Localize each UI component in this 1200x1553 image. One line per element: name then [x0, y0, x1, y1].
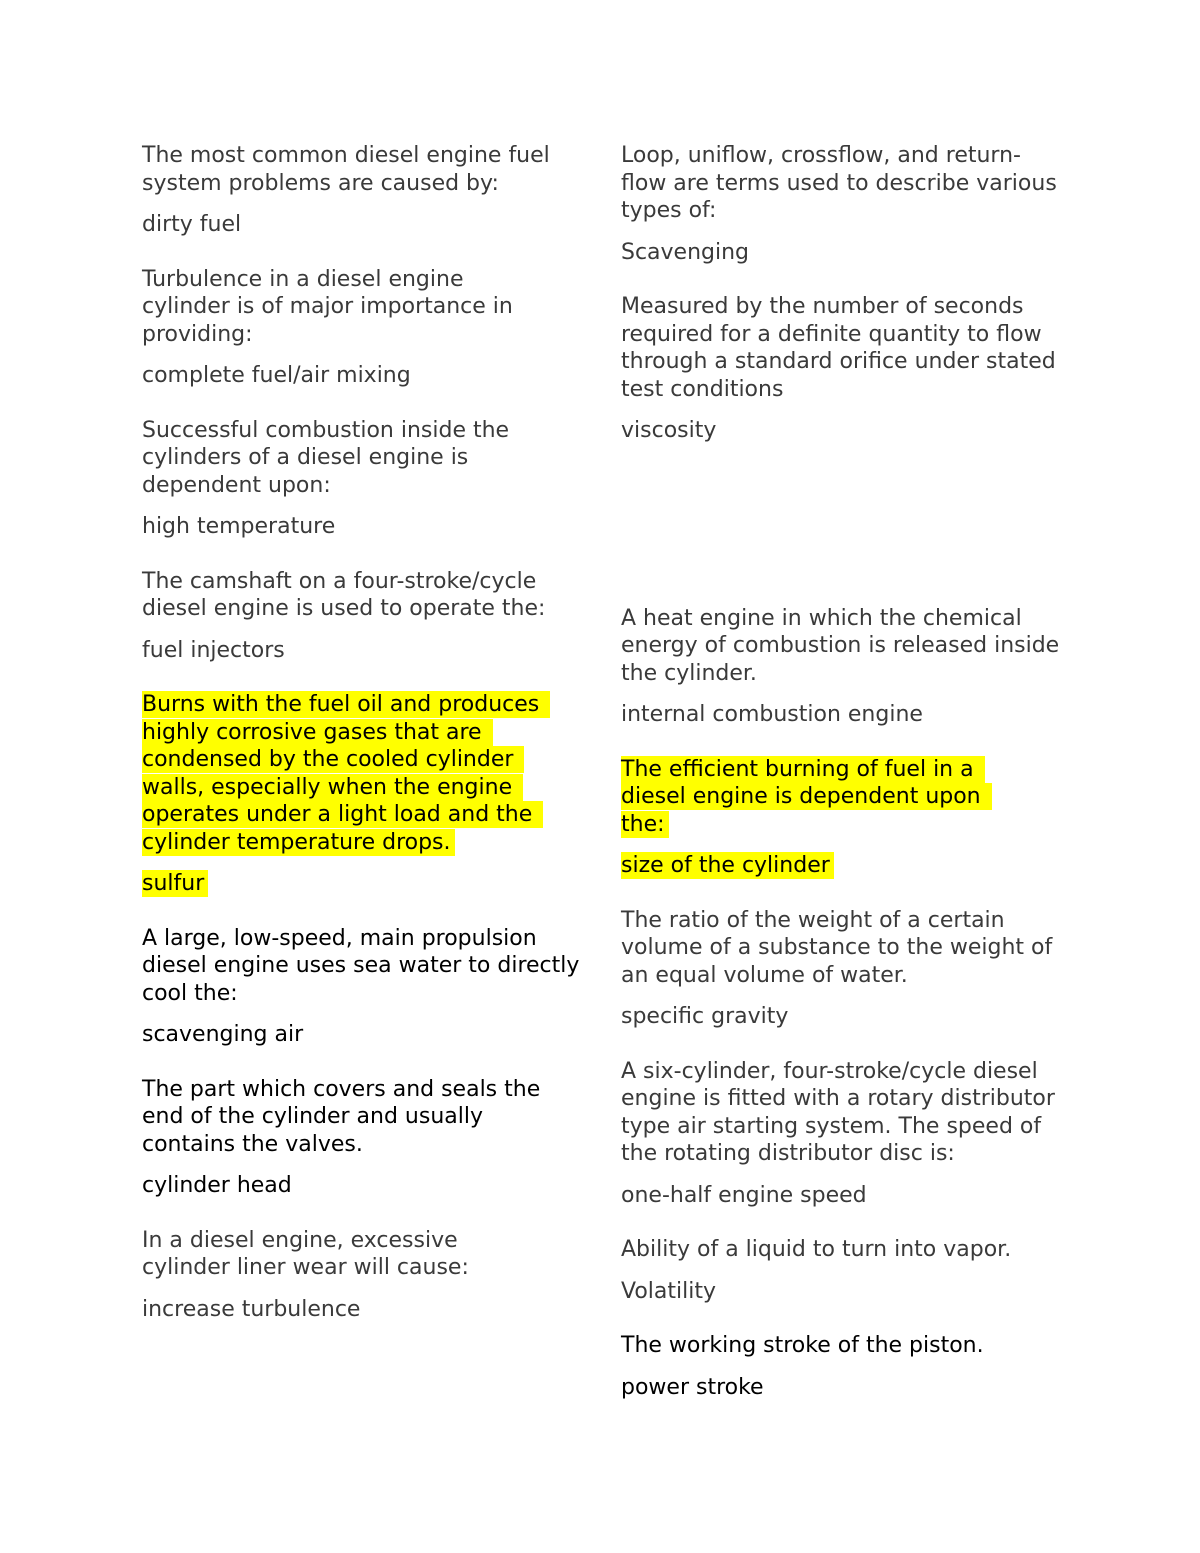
flashcard	[621, 293, 1061, 445]
card-question: The part which covers and seals the end of the cylinder and usually contains the valves.	[142, 1076, 548, 1157]
card-answer	[142, 870, 582, 898]
card-answer: increase turbulence	[142, 1296, 361, 1322]
card-question	[621, 756, 1021, 839]
card-answer: power stroke	[621, 1374, 764, 1400]
card-answer: complete fuel/air mixing	[142, 363, 411, 388]
flashcard	[142, 568, 582, 665]
flashcard	[142, 1227, 582, 1324]
highlighted-question-text: Burns with the fuel oil and produces highly corrosive gases that are condensed by the cooled cylinder walls, especially when the engine operates under a light load and the cylinder temperature drops.	[142, 691, 550, 856]
card-question: A large, low-speed, main propulsion diesel engine uses sea water to directly cool the:	[142, 925, 587, 1006]
card-question: In a diesel engine, excessive cylinder liner wear will cause:	[142, 1227, 469, 1280]
card-answer: viscosity	[621, 418, 717, 443]
flashcard	[142, 142, 582, 239]
highlighted-question-text: The efficient burning of fuel in a diesel engine is dependent upon the:	[621, 756, 992, 838]
card-question: Measured by the number of seconds required for a definite quantity to flow through a standard orifice under stated test conditions	[621, 294, 1063, 402]
card-question: A heat engine in which the chemical energy of combustion is released inside the cylinder.	[621, 605, 1067, 686]
card-question: The most common diesel engine fuel system problems are caused by:	[142, 143, 557, 196]
flashcard-highlighted	[142, 691, 582, 898]
highlighted-answer-text: size of the cylinder	[621, 852, 834, 879]
card-question: Turbulence in a diesel engine cylinder is of major importance in providing:	[142, 266, 520, 347]
card-question: The ratio of the weight of a certain volume of a substance to the weight of an equal volume of water.	[621, 907, 1060, 988]
card-answer: dirty fuel	[142, 212, 242, 237]
flashcard-highlighted	[621, 756, 1061, 880]
flashcard	[142, 1076, 582, 1200]
flashcard	[621, 1058, 1061, 1210]
flashcard	[621, 907, 1061, 1031]
card-answer: Volatility	[621, 1278, 717, 1304]
card-question: The camshaft on a four-stroke/cycle diesel engine is used to operate the:	[142, 568, 546, 621]
highlighted-answer-text: sulfur	[142, 870, 208, 897]
card-answer: scavenging air	[142, 1022, 304, 1047]
card-question: Loop, uniflow, crossflow, and return-flow are terms used to describe various types of:	[621, 143, 1064, 223]
flashcard	[142, 417, 582, 541]
flashcard	[621, 605, 1067, 729]
card-question: Ability of a liquid to turn into vapor.	[621, 1237, 1012, 1262]
card-answer: internal combustion engine	[621, 702, 923, 727]
card-answer: high temperature	[142, 514, 336, 539]
left-column	[142, 142, 587, 1323]
card-answer: fuel injectors	[142, 637, 285, 663]
card-question: A six-cylinder, four-stroke/cycle diesel engine is fitted with a rotary distributor type air starting system. The speed of the rotating distributor disc is:	[621, 1058, 1062, 1166]
flashcard	[142, 925, 587, 1049]
card-question: Successful combustion inside the cylinders of a diesel engine is dependent upon:	[142, 417, 517, 498]
card-answer: one-half engine speed	[621, 1182, 867, 1208]
card-answer: specific gravity	[621, 1004, 789, 1029]
right-column	[621, 142, 1067, 1401]
flashcard	[621, 1332, 1061, 1401]
card-answer: cylinder head	[142, 1173, 292, 1198]
card-question: The working stroke of the piston.	[621, 1333, 984, 1358]
card-answer	[621, 852, 1061, 880]
flashcard	[142, 266, 582, 390]
flashcard	[621, 142, 1064, 266]
flashcard	[621, 1236, 1061, 1305]
card-answer: Scavenging	[621, 239, 750, 265]
card-question	[142, 691, 582, 856]
